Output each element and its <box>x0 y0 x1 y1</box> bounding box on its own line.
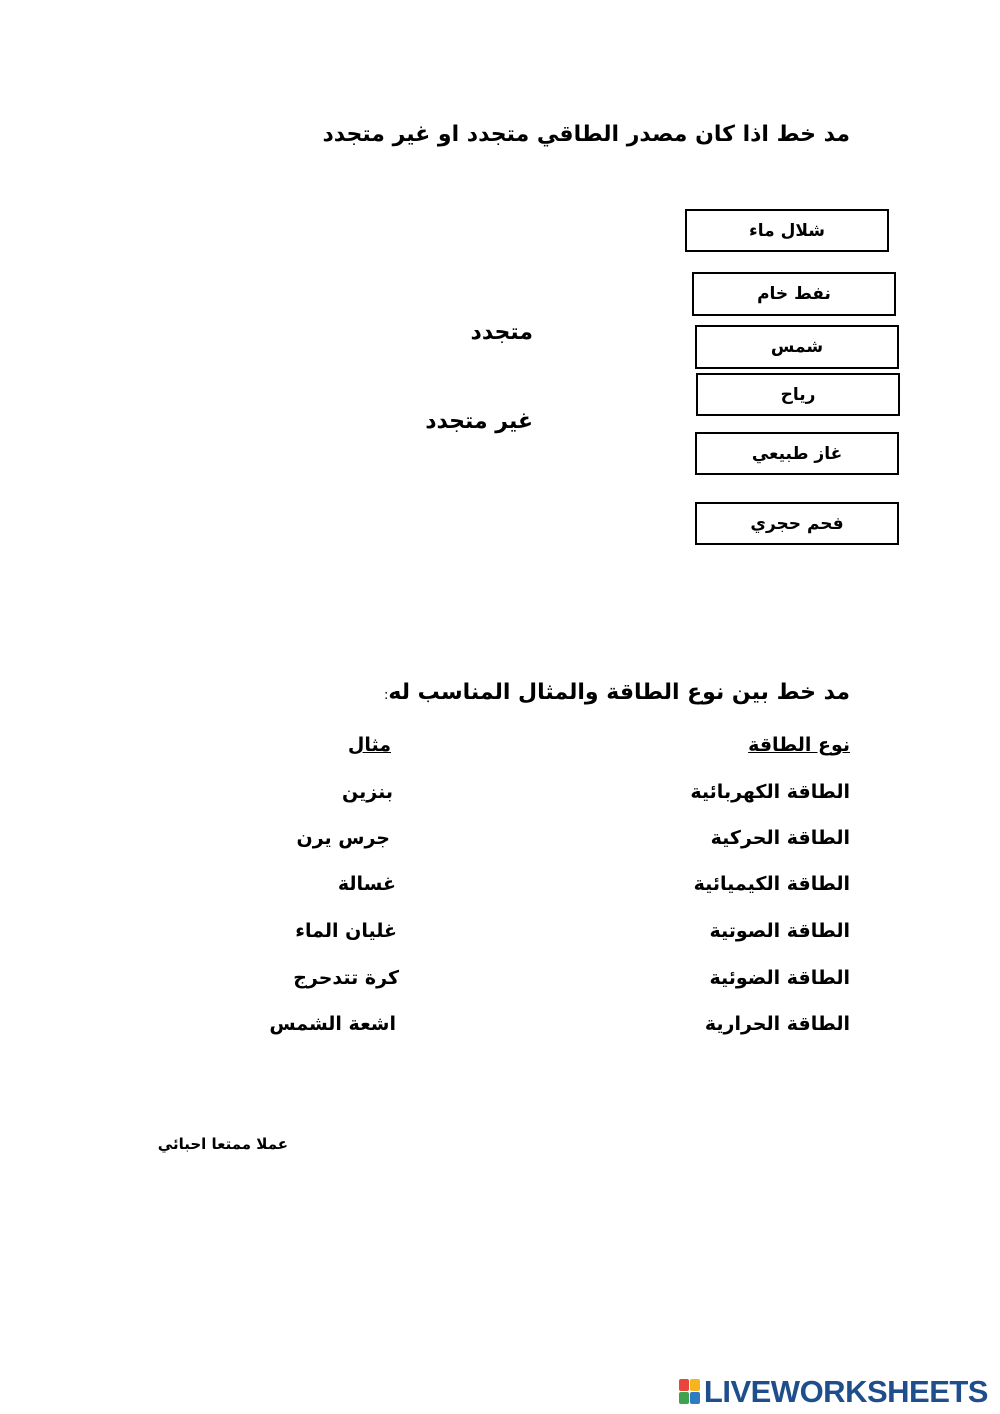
closing-note: عملا ممتعا احبائي <box>157 1135 288 1153</box>
energy-type-kinetic[interactable]: الطاقة الحركية <box>710 827 850 849</box>
source-box-coal[interactable]: فحم حجري <box>695 502 899 545</box>
brand-mark-icon <box>679 1379 701 1405</box>
energy-type-chemical[interactable]: الطاقة الكيميائية <box>693 873 850 895</box>
example-boiling-water[interactable]: غليان الماء <box>295 920 397 942</box>
energy-type-electric[interactable]: الطاقة الكهربائية <box>690 781 850 803</box>
brand-logo <box>679 1374 988 1410</box>
energy-type-sound[interactable]: الطاقة الصوتية <box>709 920 850 942</box>
header-energy-type: نوع الطاقة <box>748 734 850 756</box>
example-sun-rays[interactable]: اشعة الشمس <box>269 1013 396 1035</box>
section2-title-suffix: : <box>384 688 389 703</box>
example-washing-machine[interactable]: غسالة <box>337 873 396 895</box>
target-renewable[interactable]: متجدد <box>470 320 533 345</box>
example-gasoline[interactable]: بنزين <box>342 781 393 803</box>
source-box-sun[interactable]: شمس <box>695 325 899 369</box>
section2-title-text: مد خط بين نوع الطاقة والمثال المناسب له <box>388 680 850 705</box>
source-box-crude-oil[interactable]: نفط خام <box>692 272 896 316</box>
target-non-renewable[interactable]: غير متجدد <box>425 409 533 434</box>
section2-title <box>384 680 850 705</box>
energy-type-light[interactable]: الطاقة الضوئية <box>709 967 850 989</box>
example-ringing-bell[interactable]: جرس يرن <box>296 827 390 849</box>
section1-title: مد خط اذا كان مصدر الطاقي متجدد او غير متجدد <box>322 122 850 147</box>
source-box-wind[interactable]: رياح <box>696 373 900 416</box>
energy-type-thermal[interactable]: الطاقة الحرارية <box>704 1013 850 1035</box>
brand-name: LIVEWORKSHEETS <box>703 1374 988 1409</box>
example-rolling-ball[interactable]: كرة تتدحرج <box>293 967 399 989</box>
header-example: مثال <box>347 734 391 756</box>
source-box-natural-gas[interactable]: غاز طبيعي <box>695 432 899 475</box>
source-box-waterfall[interactable]: شلال ماء <box>685 209 889 252</box>
